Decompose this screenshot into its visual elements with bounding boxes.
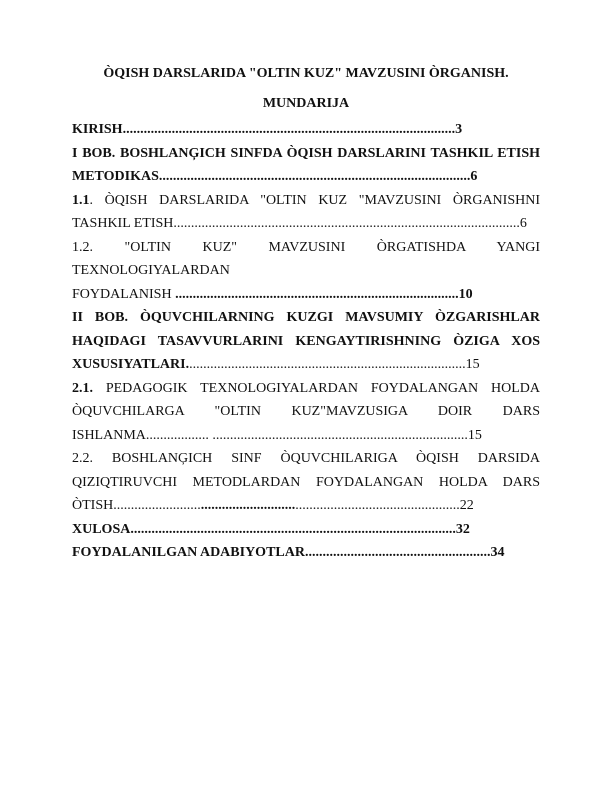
toc-entry-chapter-1 (72, 142, 540, 166)
toc-entry-number: 1.1 (72, 192, 90, 208)
toc-entry-kirish (72, 118, 540, 142)
toc-entry-1-2-cont2 (72, 283, 540, 307)
toc-entry-text: METODIKAS.........................................................................................6 (72, 169, 478, 184)
toc-entry-1-1 (72, 189, 540, 213)
toc-entry-chapter-2-cont2 (72, 353, 540, 377)
toc-entry-2-1 (72, 377, 540, 401)
toc-entry-text: FOYDALANISH (72, 286, 176, 302)
toc-entry-text: KIRISH...............................................................................................3 (72, 122, 463, 137)
toc-entry-text: TEXNOLOGIYALARDAN (72, 263, 230, 278)
toc-entry-dots: ...............................................22 (295, 498, 474, 513)
toc-entry-2-1-cont2 (72, 424, 540, 448)
toc-entry-1-2 (72, 236, 540, 260)
toc-entry-text: ÒQUVCHILARGA "OLTIN KUZ"MAVZUSIGA DOIR DARS (72, 404, 540, 419)
toc-entry-dots: .................................................................................10 (175, 286, 473, 302)
toc-entry-2-1-cont (72, 400, 540, 424)
toc-entry-text: FOYDALANILGAN ADABIYOTLAR.....................................................34 (72, 545, 505, 560)
toc-entry-text: QIZIQTIRUVCHI METODLARDAN FOYDALANGAN HOLDA DARS (72, 474, 540, 490)
toc-entry-2-2 (72, 447, 540, 471)
toc-entry-text: ÒTISH (72, 498, 114, 513)
toc-entry-references (72, 541, 540, 565)
toc-entry-chapter-2-cont (72, 330, 540, 354)
toc-entry-text: I BOB. BOSHLANĢICH SINFDA ÒQISH DARSLARINI TASHKIL ETISH (72, 145, 540, 161)
toc-entry-chapter-2 (72, 306, 540, 330)
toc-entry-text: XUSUSIYATLARI. (72, 357, 190, 372)
toc-entry-text: . ÒQISH DARSLARIDA "OLTIN KUZ "MAVZUSINI ÒRGANISHNI (89, 192, 540, 208)
toc-entry-text: HAQIDAGI TASAVVURLARINI KENGAYTIRISHNING ÒZIGA XOS (72, 333, 540, 349)
toc-entry-text: XULOSA.............................................................................................32 (72, 521, 470, 537)
toc-heading: MUNDARIJA (262, 96, 350, 111)
toc-entry-1-1-cont (72, 212, 540, 236)
toc-entry-text: ISHLANMA.................. .........................................................................15 (72, 427, 482, 443)
toc-entry-1-2-cont (72, 259, 540, 283)
toc-entry-dots: ........................... (200, 498, 296, 513)
toc-entry-number: 2.1. (72, 380, 93, 396)
toc-entry-xulosa (72, 518, 540, 542)
toc-entry-text: II BOB. ÒQUVCHILARNING KUZGI MAVSUMIY ÒZGARISHLAR (72, 310, 540, 325)
toc-entry-2-2-cont2 (72, 494, 540, 518)
toc-entry-dots: ...............................................................................15 (189, 357, 480, 372)
table-of-contents (72, 118, 540, 565)
toc-entry-chapter-1-cont (72, 165, 540, 189)
toc-entry-text: 1.2. "OLTIN KUZ" MAVZUSINI ÒRGATISHDA YANGI (72, 239, 540, 255)
toc-entry-text: TASHKIL ETISH...................................................................................................6 (72, 216, 527, 231)
toc-entry-text: PEDAGOGIK TEXNOLOGIYALARDAN FOYDALANGAN HOLDA (93, 380, 540, 396)
toc-entry-text: 2.2. BOSHLANĢICH SINF ÒQUVCHILARIGA ÒQISH DARSIDA (72, 451, 540, 466)
toc-entry-dots: ......................... (113, 498, 201, 513)
toc-entry-2-2-cont (72, 471, 540, 495)
document-title: ÒQISH DARSLARIDA "OLTIN KUZ" MAVZUSINI ÒRGANISH. (103, 66, 509, 81)
